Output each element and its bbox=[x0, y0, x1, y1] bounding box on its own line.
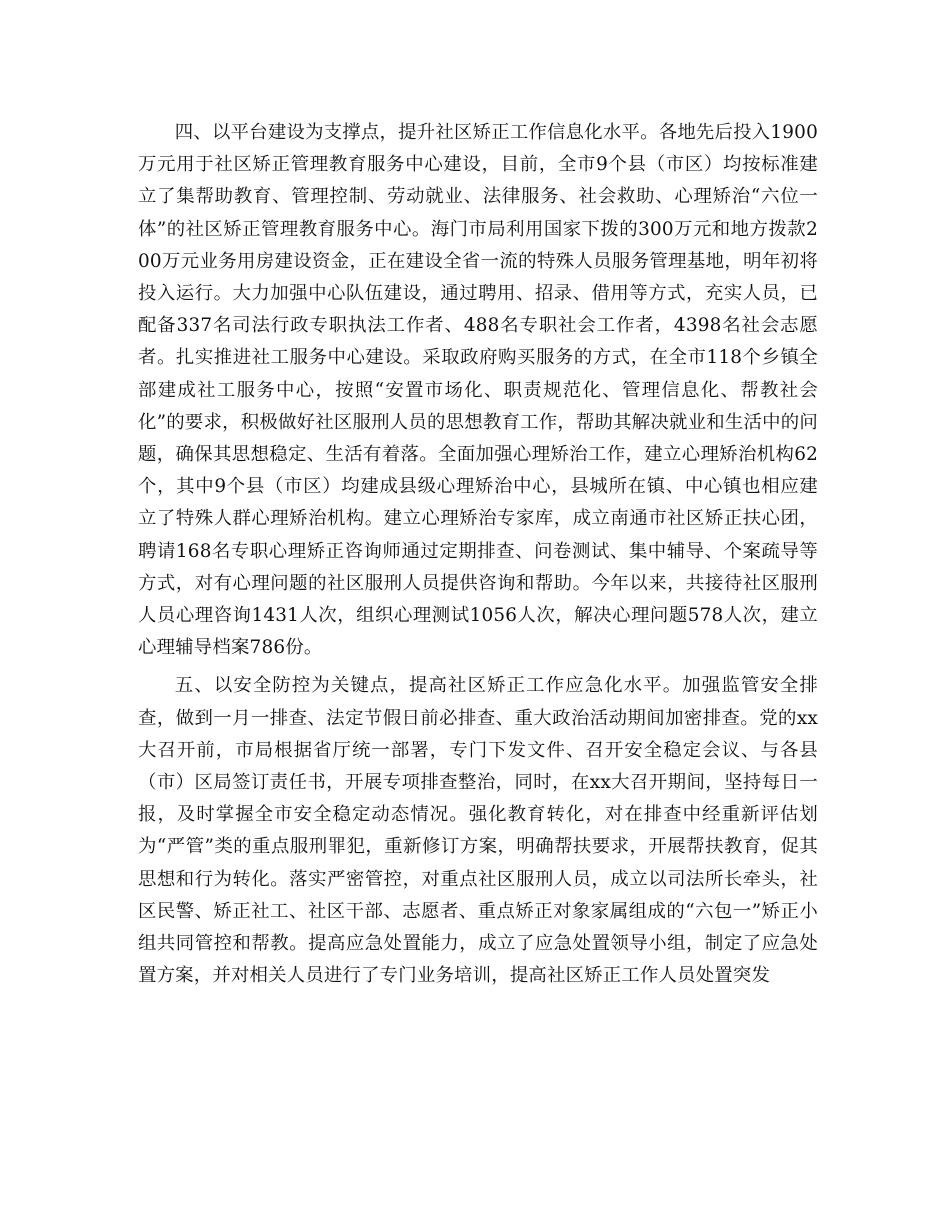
document-body bbox=[138, 117, 818, 998]
paragraph-section-four: 四、以平台建设为支撑点，提升社区矫正工作信息化水平。各地先后投入1900万元用于社区矫正管理教育服务中心建设，目前，全市9个县（市区）均按标准建立了集帮助教育、管理控制、劳动就业、法律服务、社会救助、心理矫治“六位一体”的社区矫正管理教育服务中心。海门市局利用国家下拨的300万元和地方拨款200万元业务用房建设资金，正在建设全省一流的特殊人员服务管理基地，明年初将投入运行。大力加强中心队伍建设，通过聘用、招录、借用等方式，充实人员，已配备337名司法行政专职执法工作者、488名专职社会工作者，4398名社会志愿者。扎实推进社工服务中心建设。采取政府购买服务的方式，在全市118个乡镇全部建成社工服务中心，按照“安置市场化、职责规范化、管理信息化、帮教社会化”的要求，积极做好社区服刑人员的思想教育工作，帮助其解决就业和生活中的问题，确保其思想稳定、生活有着落。全面加强心理矫治工作，建立心理矫治机构62个，其中9个县（市区）均建成县级心理矫治中心，县城所在镇、中心镇也相应建立了特殊人群心理矫治机构。建立心理矫治专家库，成立南通市社区矫正扶心团，聘请168名专职心理矫正咨询师通过定期排查、问卷测试、集中辅导、个案疏导等方式，对有心理问题的社区服刑人员提供咨询和帮助。今年以来，共接待社区服刑人员心理咨询1431人次，组织心理测试1056人次，解决心理问题578人次，建立心理辅导档案786份。 bbox=[138, 122, 818, 659]
paragraph-section-five: 五、以安全防控为关键点，提高社区矫正工作应急化水平。加强监管安全排查，做到一月一排查、法定节假日前必排查、重大政治活动期间加密排查。党的xx大召开前，市局根据省厅统一部署，专门下发文件、召开安全稳定会议、与各县（市）区局签订责任书，开展专项排查整治，同时，在xx大召开期间，坚持每日一报，及时掌握全市安全稳定动态情况。强化教育转化，对在排查中经重新评估划为“严管”类的重点服刑罪犯，重新修订方案，明确帮扶要求，开展帮扶教育，促其思想和行为转化。落实严密管控，对重点社区服刑人员，成立以司法所长牵头，社区民警、矫正社工、社区干部、志愿者、重点矫正对象家属组成的“六包一”矫正小组共同管控和帮教。提高应急处置能力，成立了应急处置领导小组，制定了应急处置方案，并对相关人员进行了专门业务培训，提高社区矫正工作人员处置突发 bbox=[138, 675, 818, 987]
